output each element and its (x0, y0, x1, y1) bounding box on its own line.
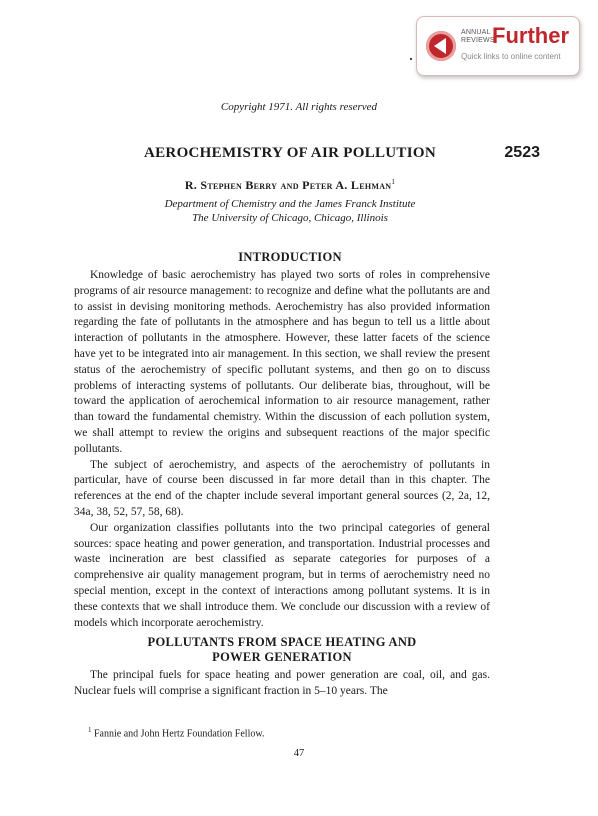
body-text (74, 268, 490, 700)
author-line (80, 178, 500, 193)
article-title: AEROCHEMISTRY OF AIR POLLUTION (144, 145, 436, 161)
section-heading-line-1: POLLUTANTS FROM SPACE HEATING AND (147, 635, 417, 650)
intro-paragraph-2: The subject of aerochemistry, and aspects of the aerochemistry of pollutants in particular, have of course been discussed in far more detail than in this chapter. The references at the end of the chapter include several important general sources (2, 2a, 12, 34a, 38, 52, 57, 58, 68). (74, 458, 490, 518)
introduction-heading: INTRODUCTION (238, 250, 342, 264)
copyright-line: Copyright 1971. All rights reserved (220, 101, 378, 113)
play-arrow-icon (426, 31, 456, 61)
intro-paragraph-3: Our organization classifies pollutants into the two principal categories of general sources: space heating and power generation, and transportation. Industrial processes and waste incineration are best classified as separate categories for purposes of a comprehensive air quality management program, but in terms of aerochemistry need no special mention, except in the context of interactions among pollutant systems. It is in these contexts that we shall introduce them. We conclude our discussion with a review of models which incorporate aerochemistry. (74, 521, 490, 629)
footnote (88, 726, 508, 739)
badge-brand-line2: REVIEWS (461, 37, 495, 44)
page-number: 47 (293, 748, 305, 759)
annual-reviews-further-badge[interactable] (416, 16, 580, 76)
author-footnote-mark: 1 (391, 178, 396, 186)
page-id: 2523 (504, 144, 540, 161)
badge-further-word: Further (492, 23, 569, 48)
footnote-text: Fannie and John Hertz Foundation Fellow. (94, 728, 265, 740)
section-heading-line-2: POWER GENERATION (212, 650, 352, 665)
intro-paragraph-1: Knowledge of basic aerochemistry has played two sorts of roles in comprehensive programs of air resource management: to recognize and define what the pollutants are and to assist in devising monitoring methods. Aerochemistry has also provided information regarding the fate of pollutants in the atmosphere and has begun to tell us a little about interaction of pollutants in the atmosphere. However, these latter facets of the science have yet to be integrated into air management. In this section, we shall review the present status of the aerochemistry of specific pollutant systems, and then go on to discuss problems of interacting systems of pollutants. Our deliberate bias, throughout, will be toward the application of aerochemical information to air resource management, rather than toward the fundamental chemistry. Within the discussion of each pollution system, we shall attempt to review the origins and subsequent reactions of the major specific pollutants. (74, 269, 490, 455)
footnote-mark: 1 (88, 726, 92, 734)
badge-brand (461, 29, 495, 45)
affiliation-line-1: Department of Chemistry and the James Franck Institute (164, 198, 416, 210)
section-heading-power (74, 635, 490, 665)
authors-text: R. Stephen Berry and Peter A. Lehman (184, 178, 392, 192)
stray-dot (410, 58, 412, 60)
badge-subtitle: Quick links to online content (461, 52, 561, 61)
power-paragraph-1: The principal fuels for space heating and power generation are coal, oil, and gas. Nuclear fuels will comprise a significant fraction in 5–10 years. The (74, 669, 490, 698)
badge-brand-line1: ANNUAL (461, 29, 491, 36)
affiliation-line-2: The University of Chicago, Chicago, Illinois (192, 212, 388, 224)
